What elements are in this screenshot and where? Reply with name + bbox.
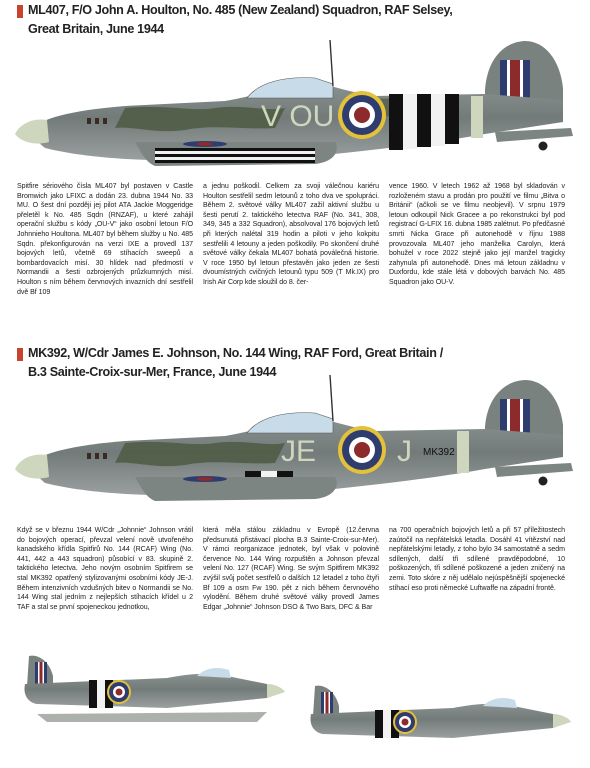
section2-title-line1: MK392, W/Cdr James E. Johnson, No. 144 Wing, RAF Ford, Great Britain /: [28, 346, 443, 360]
tail-wheel: [539, 477, 548, 486]
spinner: [15, 120, 49, 144]
section1-text-col2: a jednu poškodil. Celkem za svoji válečnou kariéru Houlton sestřelil sedm letounů z toho dva ve spolupráci. Během 2. světové války ML407 zažil aktivní službu u šesti perutí 2. taktického letectva RAF (No. 341, 308, 349, 345 a 332 Squadron), absolvoval 176 bojových letů při kterých nalétal 319 hodin a piloti v jeho kokpitu sestřelili 4 letouny a jeden poškodily. Po skončení druhé světové války čekala ML407 bohatá poválečná historie. V roce 1950 byl letoun přestavěn jako jeden ze šesti dvoumístných cvičných letounů typu 509 (T Mk.IX) pro Irish Air Corp kde sloužil do 8. čer-: [203, 183, 379, 286]
code-letters-right: J: [397, 435, 412, 468]
sky-band: [471, 96, 483, 138]
fuselage-roundel: [338, 426, 386, 474]
section1-title-line2: Great Britain, June 1944: [28, 22, 164, 36]
wing: [135, 141, 337, 166]
heading-marker: [17, 5, 23, 18]
fuselage-roundel: [338, 91, 386, 139]
section1-text-col3: vence 1960. V letech 1962 až 1968 byl skladován v rozloženém stavu a prodán pro použití ve filmu „Bitva o Británii“ (ačkoli se ve filmu neobjevil). V srpnu 1979 letoun odkoupil Nick Gracee a po rekonstrukci byl pod registrací G-LFIX 16. dubna 1985 zalétnut. Po předčasné smrti Nicka Grace při autonehodě v říjnu 1988 provozovala ML407 jeho manželka Carolyn, která bohužel v roce 2022 stejně jako její manžel tragicky zahynula při autonehodě. Dnes má letoun základnu v Duxfordu, kde stále létá v dobových barvách No. 485 Squadron jako OU-V.: [389, 183, 565, 286]
exhaust-stacks: [87, 118, 107, 124]
canopy: [247, 413, 333, 433]
section1-text-col1: Spitfire sériového čísla ML407 byl postaven v Castle Bromwich jako LFIXC a dodán 23. dubna 1944 No. 33 MU. O šest dní později jej pilot ATA Jackie Moggeridge přeletěl k No. 485 Sqdn (RNZAF), u které zahájil operační službu s kódy „OU-V“ jako osobní letoun F/O Johnnieho Houltona. ML407 byl během služby u No. 485 Sqdn. překonfigurován na verzi IXE a provedl 137 bojových letů, včetně 69 stíhacích sweepů a bombardovacích misí. 30 hlídek nad předmostí v Normandii a šesti ozbrojených průzkumných misí. Houlton s ním během červnových invazních dní sestřelil dvě Bf 109: [17, 183, 193, 296]
section2-text-col3: na 700 operačních bojových letů a při 57 příležitostech zaútočil na nepřátelská letadla. Dosáhl 41 vítězství nad nepřátelskými letadly, z toho bylo 34 samostatně a sedm sdílených, další tři sdílené pravděpodobné, 10 poškozených, tři sdílené poškozené a jeden zničený na zemi. Toto skóre z něj udělalo nejúspěšnější spojenecké stíhací eso proti německé Luftwaffe na západní frontě.: [389, 527, 565, 592]
section2-text-col1: Když se v březnu 1944 W/Cdr „Johnnie“ Johnson vrátil do bojových operací, převzal velení nově utvořeného kanadského křídla Spitfirů No. 144 (RCAF) Wing (No. 441, 442 a 443 squadron) působící v 83. skupině 2. taktického letectva. Jeho novým osobním Spitfirem se stal MK392 opatřený stylizovanými osobními kódy JE-J. Během intenzivních vzdušných bitev o Normandii se No. 144 Wing stal jedním z nejlepších stíhacích křídel u 2 TAF a stal se první spojeneckou jednotkou,: [17, 527, 193, 611]
bottom-right-spitfire: [303, 680, 573, 755]
canopy: [247, 78, 333, 98]
spitfire-mk392-profile: [15, 375, 575, 510]
wing: [135, 476, 337, 501]
heading-marker: [17, 348, 23, 361]
exhaust-stacks: [87, 453, 107, 459]
section2-text-col2: která měla stálou základnu v Evropě (12.června předsunutá přistávací plocha B.3 Sainte-Croix-sur-Mer). V rámci reorganizace jednotek, byl však v polovině července No. 144 Wing rozpuštěn a Johnson převzal velení No. 127 (RCAF) Wing. Se svým Spitfirem MK392 zvýšil svůj počet sestřelů o dalších 12 letadel z toho čtyři Bf 109 a osm Fw 190. pět z nich během červnového vylodění. Během druhé světové války provedl James Edgar „Johnnie“ Johnson DSO & Two Bars, DFC & Bar: [203, 527, 379, 611]
code-letters-left: JE: [281, 435, 317, 468]
bottom-left-spitfire: [17, 650, 287, 725]
camo-green: [115, 107, 285, 131]
spinner: [15, 455, 49, 479]
fuselage: [311, 704, 562, 738]
tail-wheel: [539, 142, 548, 151]
camo-green: [115, 442, 285, 466]
serial-number: MK392: [423, 447, 455, 458]
section1-title-line1: ML407, F/O John A. Houlton, No. 485 (New Zealand) Squadron, RAF Selsey,: [28, 3, 453, 17]
antenna-mast: [330, 40, 333, 86]
fuselage: [25, 674, 276, 708]
invasion-stripes: [389, 94, 459, 150]
spitfire-ml407-profile: [15, 38, 575, 178]
code-letters: V OU: [261, 100, 335, 133]
antenna-mast: [330, 375, 333, 421]
section2-title-line2: B.3 Sainte-Croix-sur-Mer, France, June 1944: [28, 365, 277, 379]
sky-band: [457, 431, 469, 473]
